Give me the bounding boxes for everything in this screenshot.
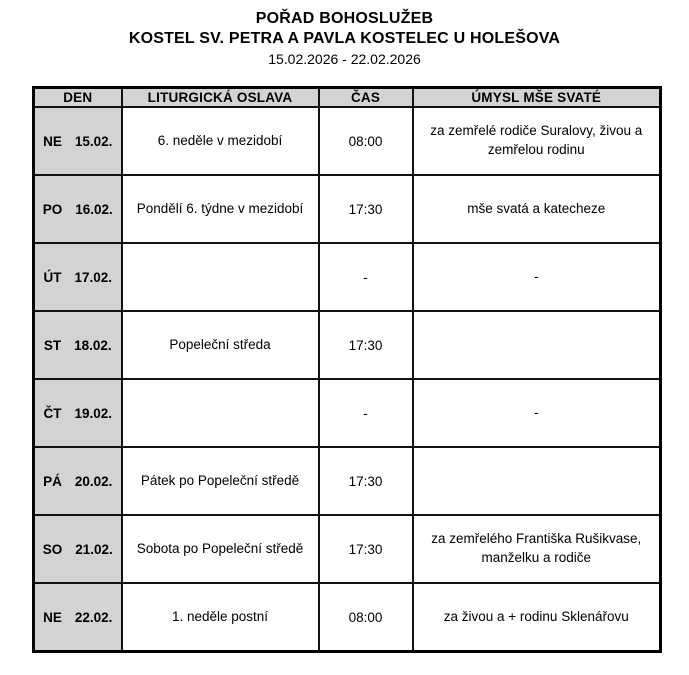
column-header-intention: ÚMYSL MŠE SVATÉ: [413, 87, 661, 107]
day-date: 18.02.: [74, 337, 112, 353]
day-cell: [34, 447, 122, 515]
day-abbr: NE: [43, 609, 62, 625]
intention-cell: za živou a + rodinu Sklenářovu: [413, 583, 661, 651]
time-cell: 17:30: [319, 515, 413, 583]
day-abbr: SO: [42, 541, 63, 557]
time-cell: 17:30: [319, 311, 413, 379]
day-cell: [34, 243, 122, 311]
intention-cell: za zemřelé rodiče Suralovy, živou a zemřelou rodinu: [413, 107, 661, 175]
day-date: 20.02.: [74, 473, 113, 489]
day-abbr: ČT: [43, 405, 62, 421]
celebration-cell: Popeleční středa: [122, 311, 319, 379]
table-row-ne-15-02: [34, 107, 661, 175]
time-cell: 17:30: [319, 175, 413, 243]
document-title: POŘAD BOHOSLUŽEB: [255, 10, 434, 27]
table-header-row: [34, 87, 661, 107]
day-abbr: PO: [42, 201, 63, 217]
celebration-cell: [122, 243, 319, 311]
day-label: [39, 474, 117, 489]
time-cell: 17:30: [319, 447, 413, 515]
intention-cell: za zemřelého Františka Rušikvase, manželku a rodiče: [413, 515, 661, 583]
day-abbr: ÚT: [43, 269, 62, 285]
day-date: 16.02.: [75, 201, 113, 217]
day-date: 17.02.: [74, 269, 113, 285]
day-label: [39, 270, 117, 285]
day-abbr: NE: [43, 133, 62, 149]
column-header-celebration: LITURGICKÁ OSLAVA: [122, 87, 319, 107]
day-date: 15.02.: [74, 133, 113, 149]
column-header-day: DEN: [34, 87, 122, 107]
day-abbr: ST: [43, 337, 62, 353]
day-date: 21.02.: [75, 541, 113, 557]
day-label: [39, 134, 117, 149]
day-cell: [34, 379, 122, 447]
day-label: [39, 610, 117, 625]
table-row-ct-19-02: [34, 379, 661, 447]
celebration-cell: [122, 379, 319, 447]
day-label: [39, 202, 117, 217]
time-cell: -: [319, 379, 413, 447]
celebration-cell: Pátek po Popeleční středě: [122, 447, 319, 515]
day-cell: [34, 311, 122, 379]
day-cell: [34, 175, 122, 243]
time-cell: 08:00: [319, 107, 413, 175]
day-cell: [34, 515, 122, 583]
day-cell: [34, 583, 122, 651]
celebration-cell: 6. neděle v mezidobí: [122, 107, 319, 175]
schedule-table: [32, 86, 662, 653]
day-label: [39, 406, 117, 421]
intention-cell: -: [413, 379, 661, 447]
day-label: [39, 542, 117, 557]
day-cell: [34, 107, 122, 175]
intention-cell: mše svatá a katecheze: [413, 175, 661, 243]
intention-cell: -: [413, 243, 661, 311]
intention-cell: [413, 447, 661, 515]
day-abbr: PÁ: [43, 473, 62, 489]
celebration-cell: Pondělí 6. týdne v mezidobí: [122, 175, 319, 243]
day-date: 22.02.: [74, 609, 113, 625]
celebration-cell: 1. neděle postní: [122, 583, 319, 651]
time-cell: -: [319, 243, 413, 311]
celebration-cell: Sobota po Popeleční středě: [122, 515, 319, 583]
table-row-st-18-02: [34, 311, 661, 379]
table-row-so-21-02: [34, 515, 661, 583]
day-label: [39, 338, 117, 353]
table-row-ut-17-02: [34, 243, 661, 311]
church-name: KOSTEL SV. PETRA A PAVLA KOSTELEC U HOLEŠOVA: [128, 30, 561, 48]
time-cell: 08:00: [319, 583, 413, 651]
intention-cell: [413, 311, 661, 379]
table-row-po-16-02: [34, 175, 661, 243]
day-date: 19.02.: [74, 405, 113, 421]
date-range: 15.02.2026 - 22.02.2026: [268, 50, 421, 67]
table-row-ne-22-02: [34, 583, 661, 651]
table-row-pa-20-02: [34, 447, 661, 515]
document-header: [0, 0, 689, 69]
column-header-time: ČAS: [319, 87, 413, 107]
